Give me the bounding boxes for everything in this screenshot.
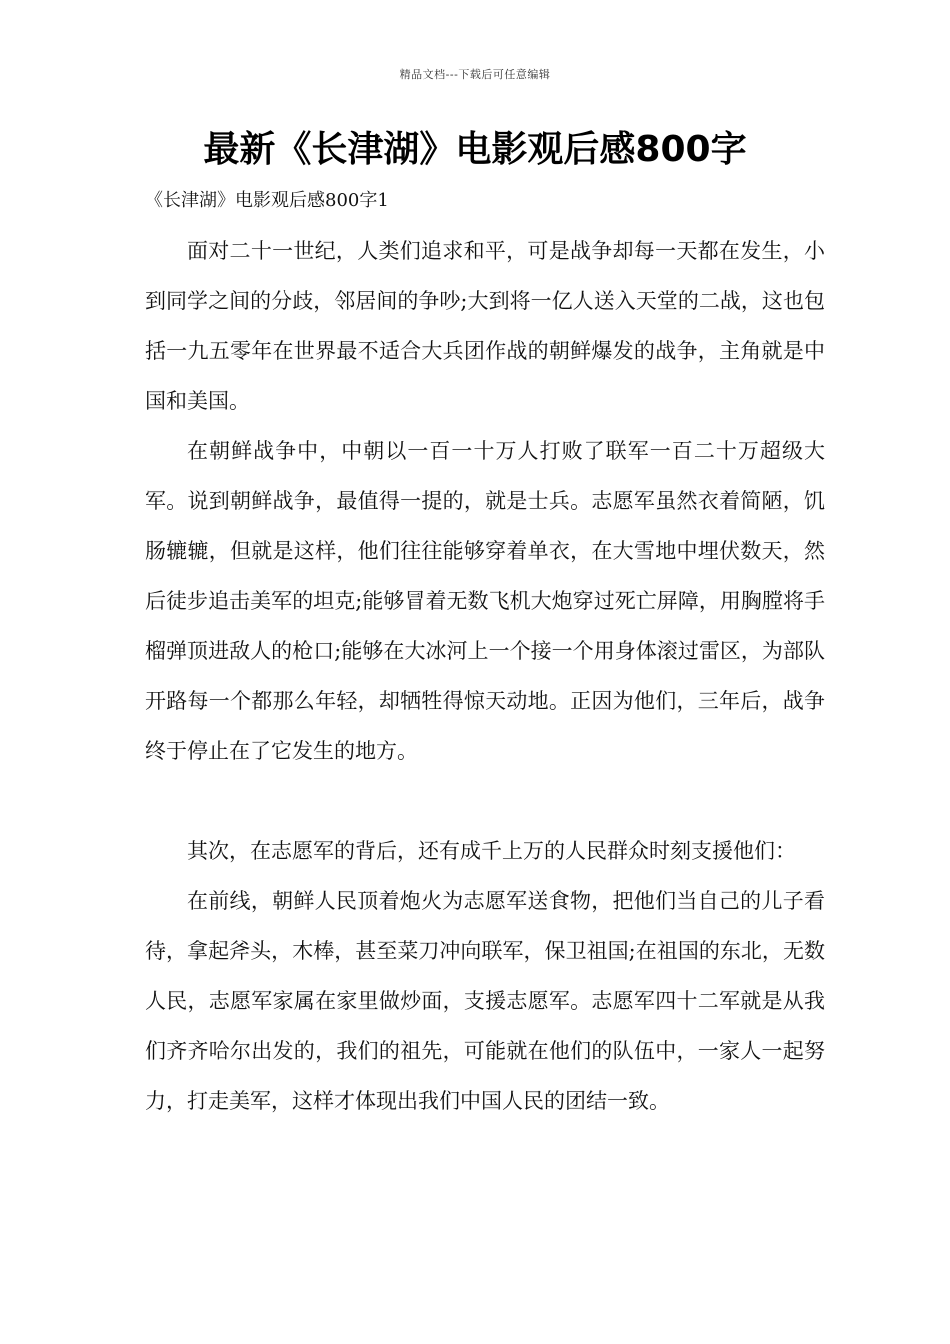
document-subtitle: 《长津湖》电影观后感800字1: [145, 190, 389, 211]
paragraph-3: 其次，在志愿军的背后，还有成千上万的人民群众时刻支援他们：: [187, 839, 796, 863]
page-header: 精品文档---下载后可任意编辑: [399, 68, 551, 81]
paragraph-2: 在朝鲜战争中，中朝以一百一十万人打败了联军一百二十万超级大军。说到朝鲜战争，最值得一提的，就是士兵。志愿军虽然衣着简陋，饥肠辘辘，但就是这样，他们往往能够穿着单衣，在大雪地中埋伏数天，然后徒步追击美军的坦克;能够冒着无数飞机大炮穿过死亡屏障，用胸膛将手榴弹顶进敌人的枪口;能够在大冰河上一个接一个用身体滚过雷区，为部队开路每一个都那么年轻，却牺牲得惊天动地。正因为他们，三年后，战争终于停止在了它发生的地方。: [145, 439, 825, 763]
document-body: [145, 226, 825, 1126]
document-title: 最新《长津湖》电影观后感800字: [203, 129, 747, 170]
paragraph-1: 面对二十一世纪，人类们追求和平，可是战争却每一天都在发生，小到同学之间的分歧，邻居间的争吵;大到将一亿人送入天堂的二战，这也包括一九五零年在世界最不适合大兵团作战的朝鲜爆发的战争，主角就是中国和美国。: [145, 239, 825, 413]
paragraph-spacer: [145, 776, 825, 826]
paragraph-4: 在前线，朝鲜人民顶着炮火为志愿军送食物，把他们当自己的儿子看待，拿起斧头，木棒，甚至菜刀冲向联军，保卫祖国;在祖国的东北，无数人民，志愿军家属在家里做炒面，支援志愿军。志愿军四十二军就是从我们齐齐哈尔出发的，我们的祖先，可能就在他们的队伍中，一家人一起努力，打走美军，这样才体现出我们中国人民的团结一致。: [145, 889, 825, 1113]
